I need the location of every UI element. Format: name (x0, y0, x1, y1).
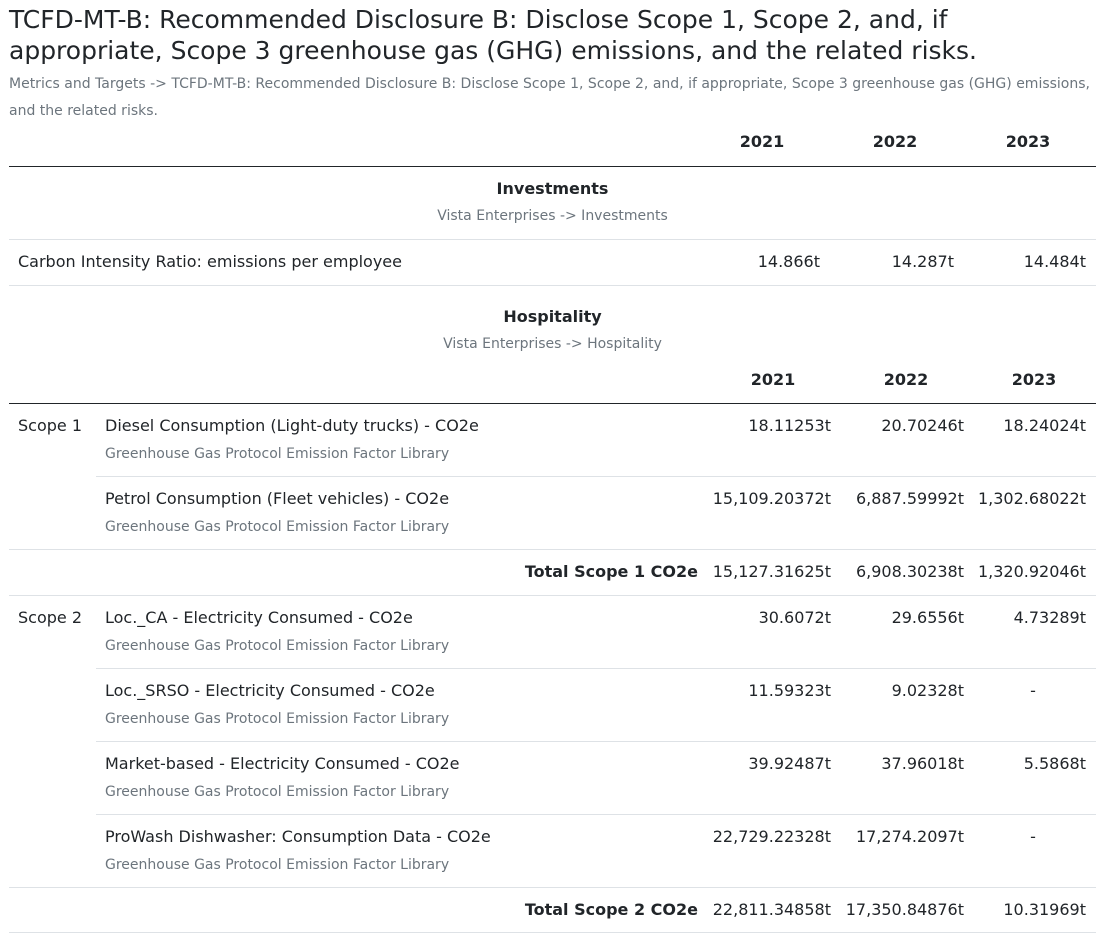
year-2022-header: 2022 (883, 370, 929, 389)
value-2023: 1,302.68022t (977, 489, 1086, 508)
divider (9, 932, 1096, 933)
section-breadcrumb-investments: Vista Enterprises -> Investments (437, 208, 668, 224)
value-2023: 18.24024t (1003, 416, 1086, 435)
header-divider (9, 403, 1096, 404)
value-2022: 29.6556t (891, 608, 964, 627)
scope-1-label: Scope 1 (18, 416, 83, 435)
metric-label: ProWash Dishwasher: Consumption Data - CO2e (105, 827, 491, 846)
value-2023: 5.5868t (1023, 754, 1086, 773)
divider (9, 285, 1096, 286)
value-2022: 14.287t (891, 252, 954, 271)
metric-label: Petrol Consumption (Fleet vehicles) - CO2e (105, 489, 450, 508)
divider (9, 595, 1096, 596)
section-title-investments: Investments (496, 179, 609, 198)
total-label: Total Scope 2 CO2e (524, 900, 698, 919)
divider (96, 814, 1096, 815)
divider (9, 549, 1096, 550)
metric-source: Greenhouse Gas Protocol Emission Factor Library (105, 784, 450, 800)
metric-source: Greenhouse Gas Protocol Emission Factor Library (105, 857, 450, 873)
value-2021: 18.11253t (748, 416, 831, 435)
breadcrumb: Metrics and Targets -> TCFD-MT-B: Recommended Disclosure B: Disclose Scope 1, Scope 2, and, if appropriate, Scope 3 greenhouse gas (GHG) emissions, and the related risks. (9, 76, 1090, 119)
year-2023-header: 2023 (1011, 370, 1057, 389)
divider (9, 887, 1096, 888)
value-2021: 22,729.22328t (712, 827, 831, 846)
total-2022: 17,350.84876t (845, 900, 964, 919)
metric-label: Diesel Consumption (Light-duty trucks) - CO2e (105, 416, 479, 435)
value-2021: 11.59323t (748, 681, 831, 700)
value-2022: 17,274.2097t (855, 827, 964, 846)
section-title-hospitality: Hospitality (503, 307, 602, 326)
total-2023: 1,320.92046t (977, 562, 1086, 581)
metric-source: Greenhouse Gas Protocol Emission Factor Library (105, 711, 450, 727)
year-2022-header: 2022 (872, 132, 918, 151)
page-title: TCFD-MT-B: Recommended Disclosure B: Disclose Scope 1, Scope 2, and, if appropriate, Scope 3 greenhouse gas (GHG) emissions, and the related risks. (9, 5, 977, 65)
divider (9, 239, 1096, 240)
value-2022: 6,887.59992t (855, 489, 964, 508)
total-2021: 22,811.34858t (712, 900, 831, 919)
metric-label: Carbon Intensity Ratio: emissions per employee (18, 252, 402, 271)
total-2022: 6,908.30238t (855, 562, 964, 581)
year-2021-header: 2021 (750, 370, 796, 389)
metric-source: Greenhouse Gas Protocol Emission Factor Library (105, 446, 450, 462)
header-divider (9, 166, 1096, 167)
value-2022: 9.02328t (891, 681, 964, 700)
divider (96, 741, 1096, 742)
value-2021: 30.6072t (758, 608, 831, 627)
year-2021-header: 2021 (739, 132, 785, 151)
metric-label: Loc._CA - Electricity Consumed - CO2e (105, 608, 413, 627)
value-2022: 20.70246t (881, 416, 964, 435)
value-2022: 37.96018t (881, 754, 964, 773)
scope-2-label: Scope 2 (18, 608, 83, 627)
value-2023: - (1030, 827, 1036, 846)
value-2021: 15,109.20372t (712, 489, 831, 508)
total-label: Total Scope 1 CO2e (524, 562, 698, 581)
value-2021: 14.866t (757, 252, 820, 271)
metric-label: Market-based - Electricity Consumed - CO2e (105, 754, 460, 773)
divider (96, 668, 1096, 669)
value-2023: 14.484t (1023, 252, 1086, 271)
metric-label: Loc._SRSO - Electricity Consumed - CO2e (105, 681, 435, 700)
total-2021: 15,127.31625t (712, 562, 831, 581)
value-2023: 4.73289t (1013, 608, 1086, 627)
value-2021: 39.92487t (748, 754, 831, 773)
divider (96, 476, 1096, 477)
year-2023-header: 2023 (1005, 132, 1051, 151)
metric-source: Greenhouse Gas Protocol Emission Factor Library (105, 519, 450, 535)
metric-source: Greenhouse Gas Protocol Emission Factor Library (105, 638, 450, 654)
value-2023: - (1030, 681, 1036, 700)
section-breadcrumb-hospitality: Vista Enterprises -> Hospitality (443, 336, 662, 352)
total-2023: 10.31969t (1003, 900, 1086, 919)
